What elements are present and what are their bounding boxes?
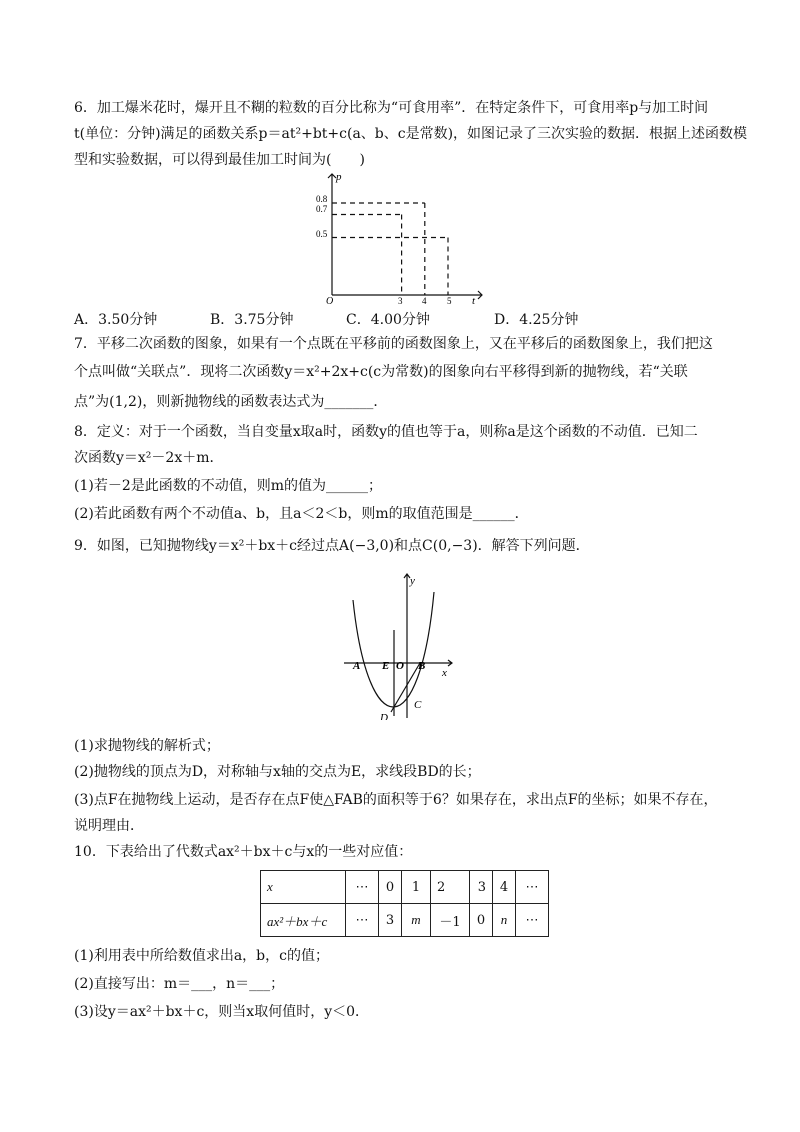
q6-option-c[interactable]: C．4.00分钟 (346, 312, 430, 328)
q9-point-b: B (418, 660, 426, 672)
q10-part2: (2)直接写出：m＝___，n＝___； (74, 976, 285, 992)
q9-point-c: C (414, 699, 422, 711)
q6-xtick-4: 4 (422, 296, 427, 305)
q8-part2: (2)若此函数有两个不动值a、b，且a＜2＜b，则m的取值范围是______． (74, 506, 529, 522)
q8-part1: (1)若－2是此函数的不动值，则m的值为______； (74, 478, 383, 494)
q10-part1: (1)利用表中所给数值求出a，b，c的值； (74, 948, 329, 964)
q10-table-row-expr (261, 904, 549, 937)
q10-cell: n (493, 904, 516, 937)
q6-ytick-0.8: 0.8 (316, 194, 328, 204)
q8-line2: 次函数y＝x²－2x＋m． (74, 450, 224, 466)
q9-part3a: (3)点F在抛物线上运动，是否存在点F使△FAB的面积等于6？如果存在，求出点F的坐标；如果不存在， (74, 792, 718, 808)
q10-value-table (260, 870, 549, 937)
q9-point-o: O (396, 660, 404, 672)
q10-cell: ⋯ (516, 871, 549, 904)
q9-x-label: x (442, 667, 447, 679)
q9-y-label: y (410, 575, 415, 587)
q10-cell: ⋯ (346, 871, 379, 904)
q9-point-e: E (382, 660, 390, 672)
q6-x-label: t (472, 295, 476, 305)
q10-cell: x (261, 871, 346, 904)
q10-cell: m (402, 904, 431, 937)
q10-table-row-x (261, 871, 549, 904)
q10-cell: 3 (379, 904, 402, 937)
q10-cell: 1 (402, 871, 431, 904)
q10-cell: ⋯ (516, 904, 549, 937)
q6-line1: 6．加工爆米花时，爆开且不糊的粒数的百分比称为“可食用率”．在特定条件下，可食用率p与加工时间 (74, 100, 709, 116)
q7-line2: 个点叫做“关联点”．现将二次函数y＝x²+2x+c(c为常数)的图象向右平移得到新的抛物线，若“关联 (74, 364, 688, 380)
q6-origin-label: O (326, 296, 334, 305)
q8-line1: 8．定义：对于一个函数，当自变量x取a时，函数y的值也等于a，则称a是这个函数的不动值．已知二 (74, 424, 698, 440)
q10-cell: 4 (493, 871, 516, 904)
q10-cell: －1 (431, 904, 470, 937)
q10-cell: ax²＋bx＋c (261, 904, 346, 937)
q10-part3: (3)设y＝ax²＋bx＋c，则当x取何值时，y＜0． (74, 1004, 370, 1020)
q10-line1: 10．下表给出了代数式ax²＋bx＋c与x的一些对应值： (74, 844, 413, 860)
q9-line1: 9．如图，已知抛物线y＝x²＋bx＋c经过点A(−3,0)和点C(0,−3)．解答下列问题． (74, 538, 590, 554)
q10-cell: 0 (379, 871, 402, 904)
q6-y-label: p (336, 171, 342, 183)
q10-cell: 3 (470, 871, 493, 904)
q10-cell: ⋯ (346, 904, 379, 937)
q6-line3: 型和实验数据，可以得到最佳加工时间为( ) (74, 152, 365, 168)
q10-cell: 2 (431, 871, 470, 904)
q9-part1: (1)求抛物线的解析式； (74, 738, 220, 754)
q6-option-b[interactable]: B．3.75分钟 (210, 312, 294, 328)
q9-part3b: 说明理由． (74, 818, 144, 834)
q6-xtick-5: 5 (447, 296, 452, 305)
q6-xtick-3: 3 (398, 296, 403, 305)
q6-ytick-0.5: 0.5 (316, 229, 328, 239)
q7-line3: 点”为(1,2)，则新抛物线的函数表达式为_______． (74, 394, 388, 410)
q9-part2: (2)抛物线的顶点为D，对称轴与x轴的交点为E，求线段BD的长； (74, 764, 481, 780)
q6-line2: t(单位：分钟)满足的函数关系p＝at²+bt+c(a、b、c是常数)，如图记录了三次实验的数据．根据上述函数模 (74, 126, 748, 142)
q6-option-d[interactable]: D．4.25分钟 (494, 312, 579, 328)
q6-ytick-0.7: 0.7 (316, 204, 328, 214)
q10-cell: 0 (470, 904, 493, 937)
q7-line1: 7．平移二次函数的图象，如果有一个点既在平移前的函数图象上，又在平移后的函数图象上，我们把这 (74, 336, 713, 352)
q6-graph (312, 170, 492, 305)
q9-graph (340, 570, 460, 720)
q9-point-d: D (380, 712, 388, 720)
q6-option-a[interactable]: A．3.50分钟 (74, 312, 158, 328)
q9-point-a: A (353, 660, 361, 672)
